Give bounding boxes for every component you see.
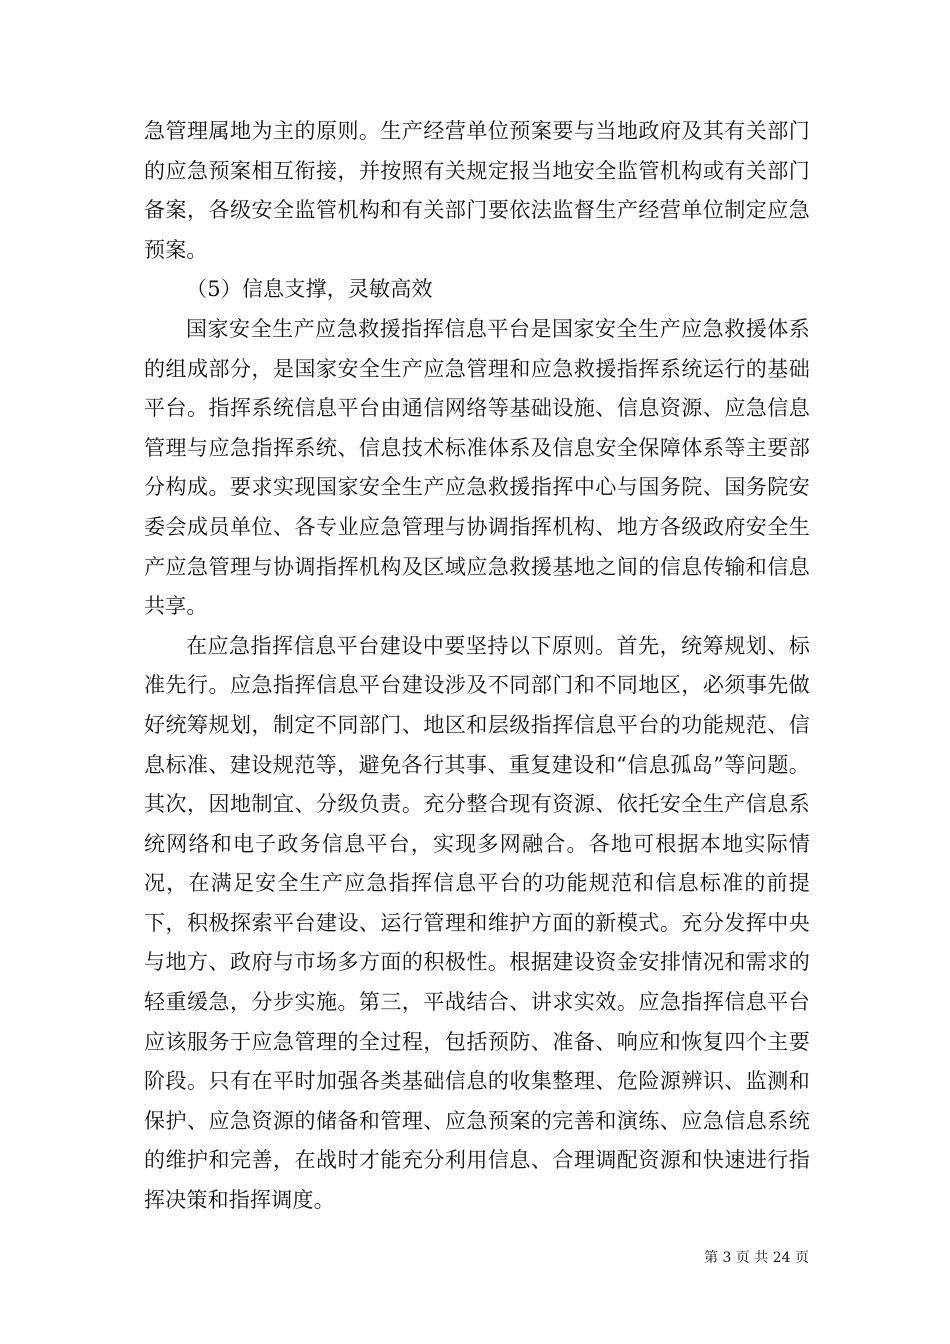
document-body	[144, 112, 810, 1221]
paragraph-principles: 在应急指挥信息平台建设中要坚持以下原则。首先，统筹规划、标准先行。应急指挥信息平台建设涉及不同部门和不同地区，必须事先做好统筹规划，制定不同部门、地区和层级指挥信息平台的功能规范、信息标准、建设规范等，避免各行其事、重复建设和“信息孤岛”等问题。其次，因地制宜、分级负责。充分整合现有资源、依托安全生产信息系统网络和电子政务信息平台，实现多网融合。各地可根据本地实际情况，在满足安全生产应急指挥信息平台的功能规范和信息标准的前提下，积极探索平台建设、运行管理和维护方面的新模式。充分发挥中央与地方、政府与市场多方面的积极性。根据建设资金安排情况和需求的轻重缓急，分步实施。第三，平战结合、讲求实效。应急指挥信息平台应该服务于应急管理的全过程，包括预防、准备、响应和恢复四个主要阶段。只有在平时加强各类基础信息的收集整理、危险源辨识、监测和保护、应急资源的储备和管理、应急预案的完善和演练、应急信息系统的维护和完善，在战时才能充分利用信息、合理调配资源和快速进行指挥决策和指挥调度。	[144, 633, 810, 1213]
page-number: 第 3 页 共 24 页	[704, 1250, 809, 1266]
section-heading: （5）信息支撑，灵敏高效	[186, 277, 433, 302]
paragraph-platform: 国家安全生产应急救援指挥信息平台是国家安全生产应急救援体系的组成部分，是国家安全生产应急管理和应急救援指挥系统运行的基础平台。指挥系统信息平台由通信网络等基础设施、信息资源、应急信息管理与应急指挥系统、信息技术标准体系及信息安全保障体系等主要部分构成。要求实现国家安全生产应急救援指挥中心与国务院、国务院安委会成员单位、各专业应急管理与协调指挥机构、地方各级政府安全生产应急管理与协调指挥机构及区域应急救援基地之间的信息传输和信息共享。	[144, 316, 810, 619]
paragraph-continuation: 急管理属地为主的原则。生产经营单位预案要与当地政府及其有关部门的应急预案相互衔接，并按照有关规定报当地安全监管机构或有关部门备案，各级安全监管机构和有关部门要依法监督生产经营单位制定应急预案。	[144, 119, 810, 262]
